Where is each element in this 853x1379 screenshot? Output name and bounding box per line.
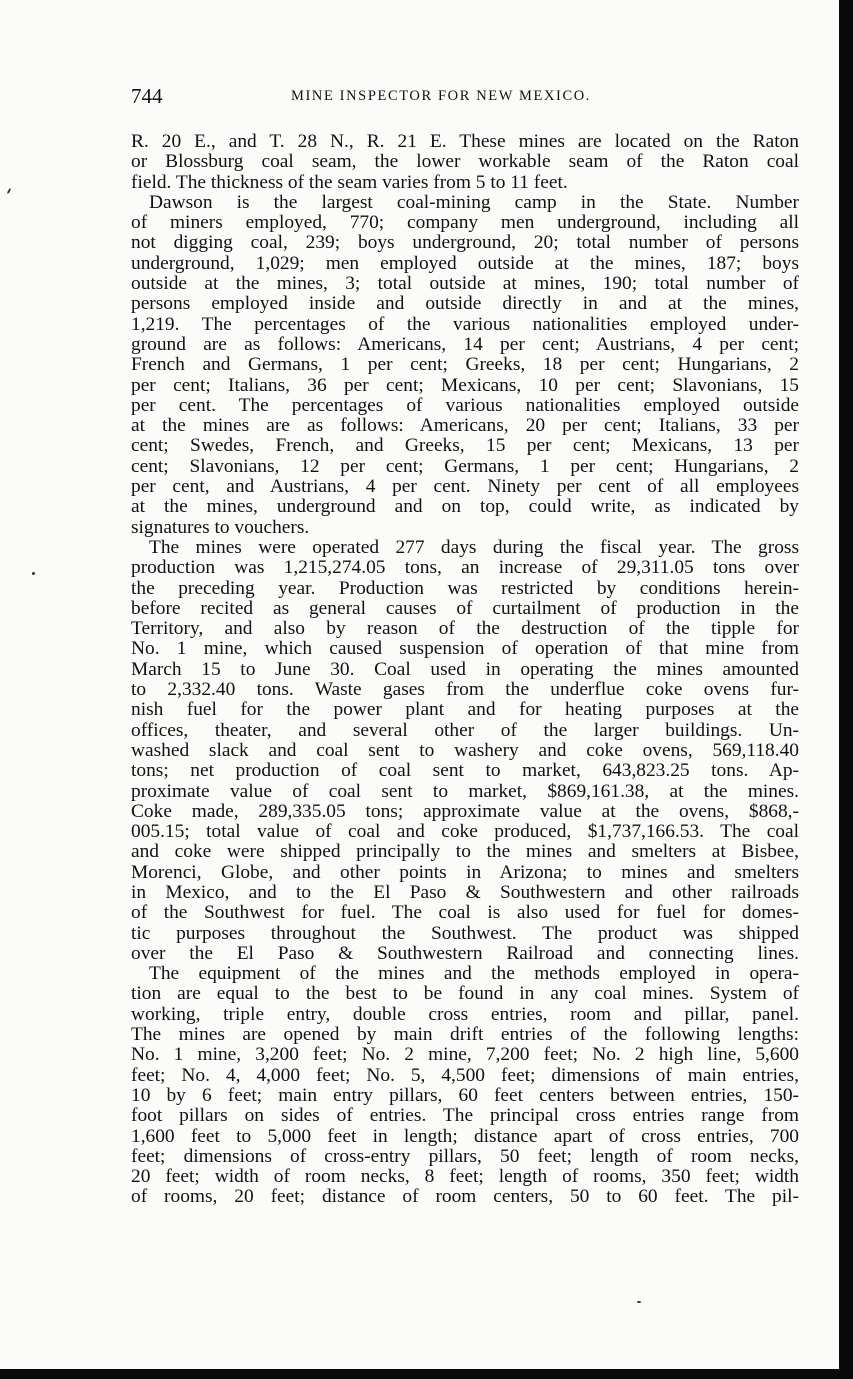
text-line: Coke made, 289,335.05 tons; approximate value at the ovens, $868,- bbox=[131, 800, 799, 822]
text-line: foot pillars on sides of entries. The principal cross entries range from bbox=[131, 1105, 799, 1127]
text-line: 10 by 6 feet; main entry pillars, 60 feet centers between entries, 150- bbox=[131, 1084, 799, 1106]
text-line: of the Southwest for fuel. The coal is also used for fuel for domes- bbox=[131, 902, 799, 924]
text-line: field. The thickness of the seam varies from 5 to 11 feet. bbox=[131, 171, 568, 193]
text-line: persons employed inside and outside directly in and at the mines, bbox=[131, 293, 799, 315]
text-line: per cent, and Austrians, 4 per cent. Ninety per cent of all employees bbox=[131, 476, 799, 498]
text-line: 1,219. The percentages of the various nationalities employed under- bbox=[131, 313, 799, 335]
text-line: March 15 to June 30. Coal used in operating the mines amounted bbox=[131, 658, 799, 680]
text-line: of rooms, 20 feet; distance of room centers, 50 to 60 feet. The pil- bbox=[131, 1186, 799, 1208]
text-line: No. 1 mine, 3,200 feet; No. 2 mine, 7,200 feet; No. 2 high line, 5,600 bbox=[131, 1044, 799, 1066]
text-line: or Blossburg coal seam, the lower workable seam of the Raton coal bbox=[131, 151, 799, 173]
text-line: proximate value of coal sent to market, $869,161.38, at the mines. bbox=[131, 780, 799, 802]
text-line: No. 1 mine, which caused suspension of operation of that mine from bbox=[131, 638, 799, 660]
text-line: outside at the mines, 3; total outside at mines, 190; total number of bbox=[131, 273, 799, 295]
text-line: cent; Slavonians, 12 per cent; Germans, 1 per cent; Hungarians, 2 bbox=[131, 455, 799, 477]
running-head: MINE INSPECTOR FOR NEW MEXICO. bbox=[291, 88, 592, 104]
text-line: tion are equal to the best to be found in any coal mines. System of bbox=[131, 983, 799, 1005]
scan-edge-right bbox=[839, 0, 853, 1379]
text-line: feet; No. 4, 4,000 feet; No. 5, 4,500 feet; dimensions of main entries, bbox=[131, 1064, 799, 1086]
text-line: offices, theater, and several other of the larger buildings. Un- bbox=[131, 719, 799, 741]
text-line: to 2,332.40 tons. Waste gases from the underflue coke ovens fur- bbox=[131, 679, 799, 701]
text-line: tons; net production of coal sent to market, 643,823.25 tons. Ap- bbox=[131, 760, 799, 782]
text-line: Dawson is the largest coal-mining camp in the State. Number bbox=[149, 191, 799, 213]
text-line: in Mexico, and to the El Paso & Southwestern and other railroads bbox=[131, 881, 799, 903]
text-line: The equipment of the mines and the methods employed in opera- bbox=[149, 963, 799, 985]
scan-speck bbox=[7, 188, 12, 194]
text-line: at the mines are as follows: Americans, 20 per cent; Italians, 33 per bbox=[131, 415, 799, 437]
text-line: production was 1,215,274.05 tons, an increase of 29,311.05 tons over bbox=[131, 557, 799, 579]
text-line: per cent. The percentages of various nationalities employed outside bbox=[131, 394, 799, 416]
page-header bbox=[131, 84, 799, 108]
text-line: underground, 1,029; men employed outside at the mines, 187; boys bbox=[131, 252, 799, 274]
text-line: working, triple entry, double cross entries, room and pillar, panel. bbox=[131, 1003, 799, 1025]
scan-edge-bottom bbox=[0, 1369, 853, 1379]
text-line: R. 20 E., and T. 28 N., R. 21 E. These mines are located on the Raton bbox=[131, 131, 799, 152]
text-line: signatures to vouchers. bbox=[131, 516, 310, 538]
body-text bbox=[131, 132, 799, 1208]
text-line: 005.15; total value of coal and coke produced, $1,737,166.53. The coal bbox=[131, 821, 799, 843]
text-line: French and Germans, 1 per cent; Greeks, 18 per cent; Hungarians, 2 bbox=[131, 354, 799, 376]
page-number: 744 bbox=[131, 84, 163, 108]
text-line: 20 feet; width of room necks, 8 feet; length of rooms, 350 feet; width bbox=[131, 1166, 799, 1188]
text-line: cent; Swedes, French, and Greeks, 15 per cent; Mexicans, 13 per bbox=[131, 435, 799, 457]
text-line: per cent; Italians, 36 per cent; Mexicans, 10 per cent; Slavonians, 15 bbox=[131, 374, 799, 396]
text-line: washed slack and coal sent to washery and coke ovens, 569,118.40 bbox=[131, 739, 799, 761]
text-line: Territory, and also by reason of the destruction of the tipple for bbox=[131, 618, 799, 640]
text-line: ground are as follows: Americans, 14 per cent; Austrians, 4 per cent; bbox=[131, 333, 799, 355]
text-line: Morenci, Globe, and other points in Arizona; to mines and smelters bbox=[131, 861, 799, 883]
text-line: not digging coal, 239; boys underground, 20; total number of persons bbox=[131, 232, 799, 254]
text-line: The mines are opened by main drift entries of the following lengths: bbox=[131, 1024, 799, 1046]
text-line: at the mines, underground and on top, could write, as indicated by bbox=[131, 496, 799, 518]
text-line: over the El Paso & Southwestern Railroad and connecting lines. bbox=[131, 942, 799, 964]
text-line: and coke were shipped principally to the mines and smelters at Bisbee, bbox=[131, 841, 799, 863]
scan-speck bbox=[32, 572, 35, 575]
text-line: before recited as general causes of curtailment of production in the bbox=[131, 597, 799, 619]
text-line: The mines were operated 277 days during the fiscal year. The gross bbox=[149, 536, 799, 558]
text-line: feet; dimensions of cross-entry pillars, 50 feet; length of room necks, bbox=[131, 1145, 799, 1167]
text-line: of miners employed, 770; company men underground, including all bbox=[131, 212, 799, 234]
text-line: the preceding year. Production was restricted by conditions herein- bbox=[131, 577, 799, 599]
text-line: 1,600 feet to 5,000 feet in length; distance apart of cross entries, 700 bbox=[131, 1125, 799, 1147]
text-line: nish fuel for the power plant and for heating purposes at the bbox=[131, 699, 799, 721]
text-line: tic purposes throughout the Southwest. The product was shipped bbox=[131, 922, 799, 944]
scan-speck bbox=[637, 1301, 641, 1303]
